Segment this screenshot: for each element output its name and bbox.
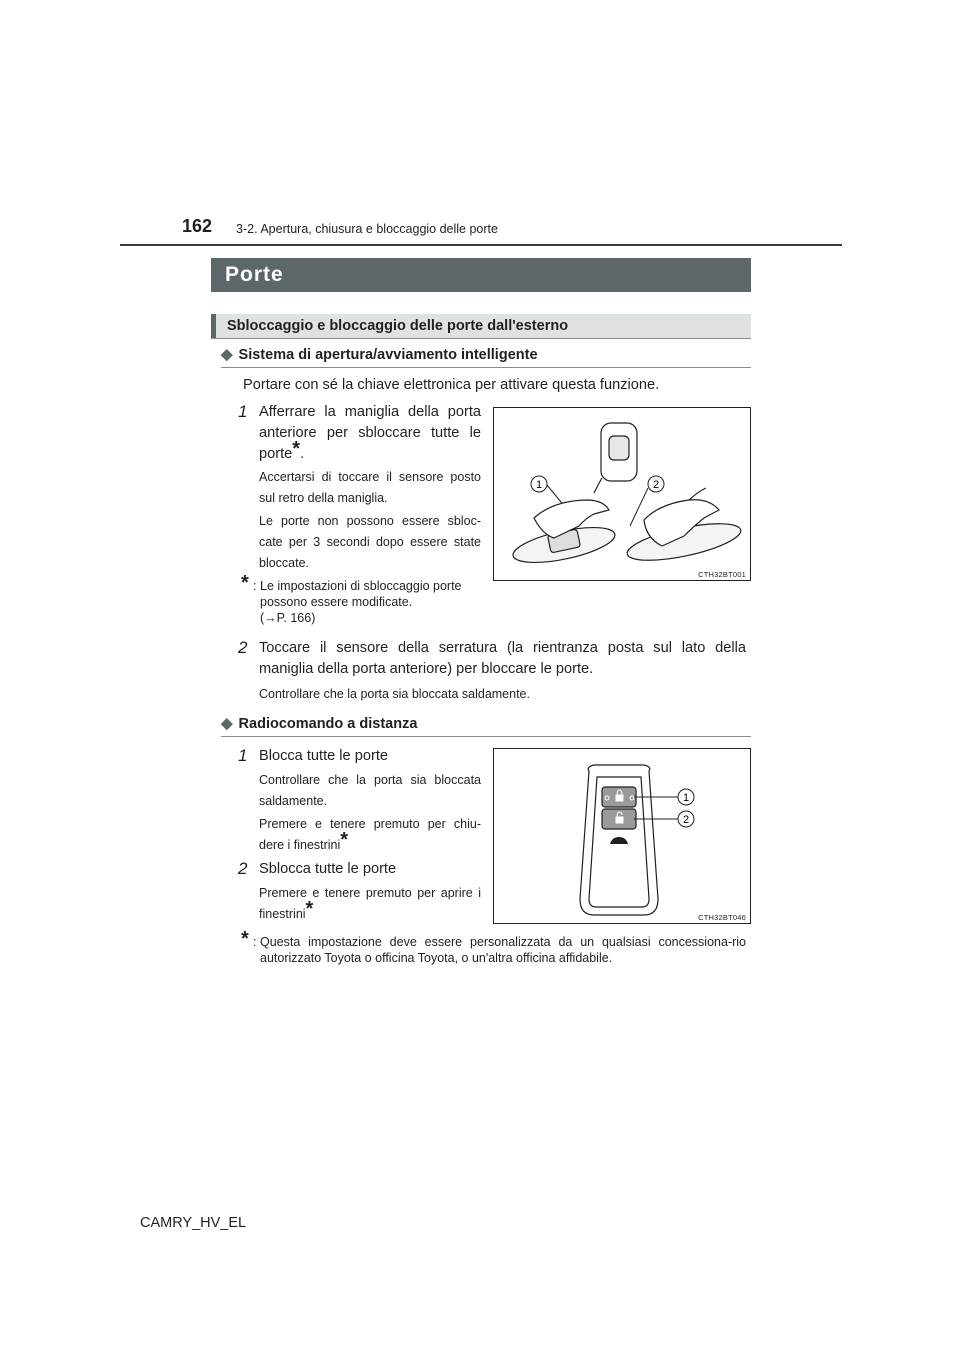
step-number: 1 [238, 746, 248, 765]
remote-step2-note [259, 883, 481, 925]
step1-note1: Accertarsi di toccare il sensore posto sul retro della maniglia. [259, 470, 481, 505]
diamond-icon: ◆ [221, 346, 233, 363]
remote-step1-text: Blocca tutte le porte [259, 748, 388, 764]
remote-key-illustration [494, 749, 750, 923]
remote-step1-note2-content: Premere e tenere premuto per chiu-dere i finestrini [259, 817, 481, 852]
step-number: 2 [238, 638, 248, 657]
asterisk-icon: * [305, 898, 314, 920]
heading-rule [221, 367, 751, 368]
subtitle-accent [211, 314, 216, 338]
remote-heading-text: Radiocomando a distanza [238, 716, 418, 732]
step-number: 2 [238, 859, 248, 878]
remote-step2-text: Sblocca tutte le porte [259, 861, 397, 877]
page-number: 162 [182, 216, 213, 236]
smart-system-heading [221, 345, 538, 363]
door-handle-illustration [494, 408, 750, 580]
header-rule [120, 244, 842, 246]
step1-text-content: Afferrare la maniglia della porta anteriore per sbloccare tutte le porte [259, 404, 481, 462]
remote-step1-note1: Controllare che la porta sia bloccata saldamente. [259, 773, 481, 808]
left-hand-icon [510, 478, 618, 570]
asterisk-icon: * [340, 829, 349, 851]
smart-system-intro: Portare con sé la chiave elettronica per attivare questa funzione. [243, 377, 660, 393]
lock-glyph-icon [616, 795, 623, 801]
remote-step2-note-content: Premere e tenere premuto per aprire i finestrini [259, 886, 481, 921]
callout-1: 1 [535, 479, 543, 491]
figure-code: CTH32BT001 [698, 570, 746, 579]
key-fob-button-icon [609, 436, 629, 460]
figure-code: CTH32BT046 [698, 913, 746, 922]
step2-note: Controllare che la porta sia bloccata saldamente. [259, 687, 530, 701]
callout-2: 2 [652, 479, 660, 491]
door-handle-figure [493, 407, 751, 581]
model-code: CAMRY_HV_EL [140, 1215, 247, 1231]
subtitle: Sbloccaggio e bloccaggio delle porte dall'esterno [227, 318, 569, 334]
remote-key-figure [493, 748, 751, 924]
remote-heading [221, 714, 417, 732]
page-title: Porte [225, 263, 284, 286]
step1-text: Afferrare la maniglia della porta anteriore per sbloccare tutte le porte*. [259, 404, 481, 462]
footnote-ref: (→P. 166) [260, 611, 316, 625]
callout-1: 1 [682, 792, 690, 804]
step-number: 1 [238, 402, 248, 421]
step1-note2: Le porte non possono essere sbloc-cate per 3 secondi dopo essere state bloccate. [259, 514, 481, 570]
footnote-asterisk-icon: * [241, 572, 249, 594]
page-title-bar [211, 258, 751, 292]
footnote-prefix: : [253, 935, 257, 949]
callout-2: 2 [682, 814, 690, 826]
footnote-prefix: : [253, 579, 257, 593]
footnote-text-content: Le impostazioni di sbloccaggio porte possono essere modificate. [260, 579, 462, 609]
footnote-asterisk-icon: * [241, 928, 249, 950]
unlock-glyph-icon [616, 817, 623, 823]
section-title: 3-2. Apertura, chiusura e bloccaggio delle porte [236, 222, 498, 236]
heading-rule [221, 736, 751, 737]
diamond-icon: ◆ [221, 715, 233, 732]
smart-system-heading-text: Sistema di apertura/avviamento intelligente [238, 347, 538, 363]
step2-text: Toccare il sensore della serratura (la rientranza posta sul lato della maniglia della porta anteriore) per bloccare le porte. [259, 640, 746, 677]
subtitle-bar [211, 314, 751, 339]
remote-footnote-text: Questa impostazione deve essere personalizzata da un qualsiasi concessiona-rio autorizzato Toyota o officina Toyota, o un'altra officina affidabile. [260, 935, 746, 965]
remote-step1-note2 [259, 814, 481, 856]
footnote-text [260, 578, 482, 626]
asterisk-icon: * [292, 438, 301, 460]
